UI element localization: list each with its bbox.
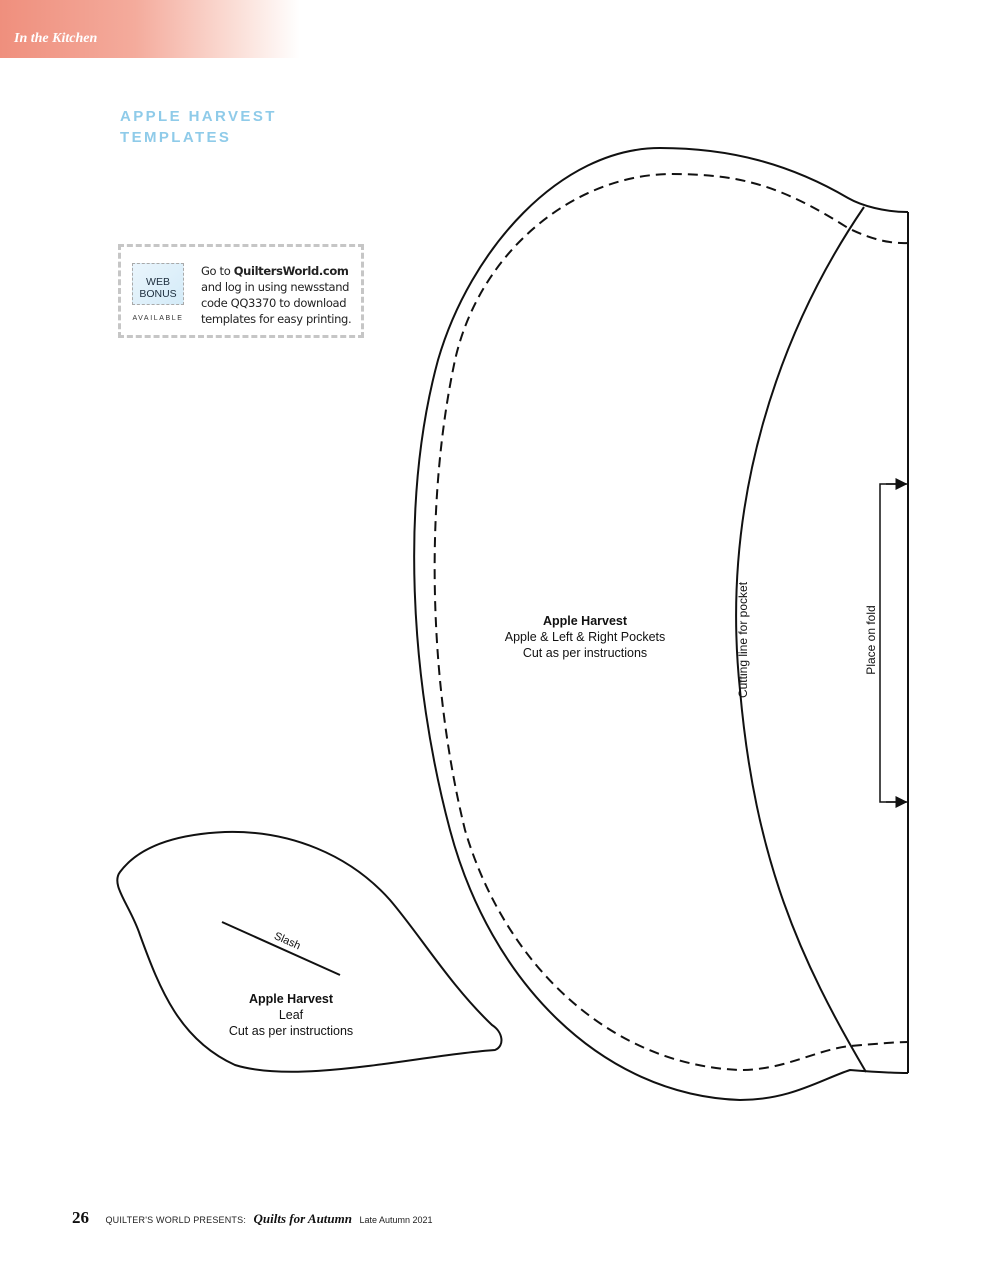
fold-bracket — [880, 484, 907, 802]
page-footer — [72, 1208, 433, 1228]
section-label: In the Kitchen — [14, 31, 98, 46]
leaf-slash-label: Slash — [272, 930, 303, 953]
badge-available-text: AVAILABLE — [132, 315, 184, 322]
bonus-line-4: templates for easy printing. — [201, 312, 352, 326]
apple-seam-allowance-line — [435, 174, 908, 1070]
publication-name: QUILTER'S WORLD PRESENTS: — [105, 1215, 247, 1225]
issue-date: Late Autumn 2021 — [359, 1215, 433, 1225]
place-on-fold-label: Place on fold — [864, 605, 878, 675]
apple-template — [414, 148, 908, 1100]
badge-web-text: WEB — [146, 276, 170, 288]
leaf-template-title: Apple Harvest — [248, 992, 334, 1006]
badge-bonus-text: BONUS — [139, 288, 177, 300]
bonus-line-2: and log in using newsstand — [201, 280, 350, 294]
leaf-slash-line — [222, 922, 340, 975]
apple-template-title: Apple Harvest — [542, 614, 628, 628]
bonus-go-to: Go to — [201, 264, 234, 278]
magazine-title: Quilts for Autumn — [253, 1211, 352, 1226]
pocket-cutting-line — [736, 207, 866, 1072]
leaf-template-instruction: Cut as per instructions — [228, 1024, 354, 1038]
bonus-site-link[interactable]: QuiltersWorld.com — [233, 264, 349, 278]
apple-template-instruction: Cut as per instructions — [522, 646, 648, 660]
page-title-line-1: APPLE HARVEST — [120, 108, 277, 125]
page-number: 26 — [72, 1208, 89, 1227]
page-title-line-2: TEMPLATES — [120, 129, 232, 146]
bonus-line-3: code QQ3370 to download — [201, 296, 347, 310]
leaf-template-subtitle: Leaf — [278, 1008, 304, 1022]
apple-template-subtitle: Apple & Left & Right Pockets — [504, 630, 666, 644]
apple-outer-outline — [414, 148, 908, 1100]
cutting-line-label: Cutting line for pocket — [736, 581, 750, 699]
